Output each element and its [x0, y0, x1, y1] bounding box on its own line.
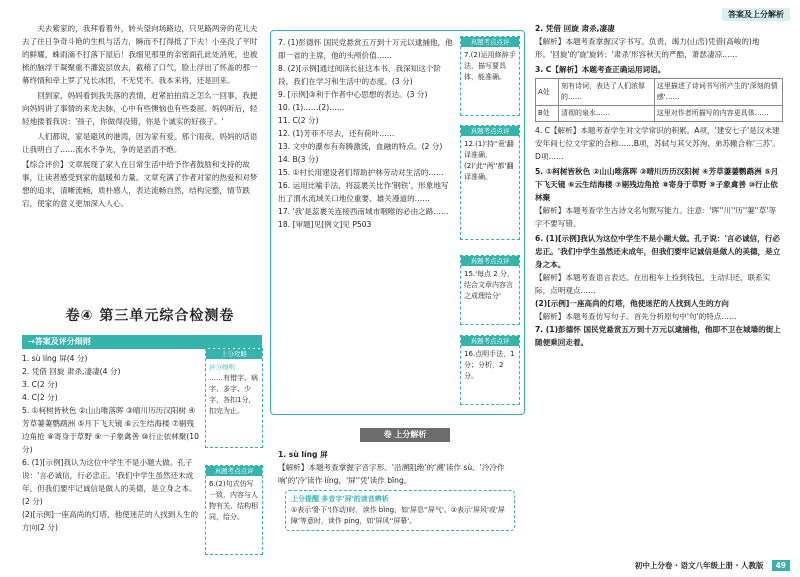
answer-item: 2. 凭借 回旋 肃杀,凄凄(4 分): [22, 367, 121, 376]
answer-item: 11. C(2 分): [278, 116, 319, 125]
side-note-mid: [205, 465, 263, 555]
side-note-body: 7.(2)运用修辞手法，描写要具体，能准确。: [464, 51, 516, 81]
side-note-head: 真题考点点评: [206, 466, 262, 476]
answer-item: (2)[示例]一座高尚的灯塔，他使迷茫的人找到人生的方向(2 分): [22, 510, 199, 532]
upgrade-banner: 卷 上分解析: [360, 428, 450, 442]
question: 1. sù líng 屏: [278, 450, 328, 459]
answer-item: 10. (1)……(2)……: [278, 103, 345, 112]
answer-item: 16. 运用比喻手法，将蕊裹关比作'钢铁'，形象地写出了渭水流域关口地位重要、雄关漫道的……: [278, 181, 449, 203]
side-note-head: 真题考点点评: [461, 126, 519, 136]
question: 6. (1)[示例]我认为这位中学生不是小题大做。孔子说：'言必诚信，行必忠正。'我们中学生虽然还未成年，但我们要牢记诚信是做人的美德，是立身之本。: [535, 234, 781, 269]
question: 3. C【解析】本题考查正确运用词语。: [535, 65, 666, 74]
answer-item: 5. ①柯树皆秋色 ②山山唯落晖 ③晴川历历汉阳树 ④芳草萋萋鹦鹉洲 ⑤月下飞天镜 ⑥云生结海楼 ⑦剔残边角抢 ⑧寄身于草野 ⑨一子象禽善 ⑩行止依林聚(10 分): [22, 406, 199, 454]
answer-item: 1. sù líng 屏(4 分): [22, 354, 88, 363]
answer-item: 9. [示例]③利于作者中心思想的表达。(3 分): [278, 90, 428, 99]
side-note-head: 上分攻略: [206, 349, 262, 359]
side-note-body: 16.点明手法，1分；分析，2 分。: [464, 350, 515, 380]
knowledge-body: ①表示'卧下'(作动)时，读作 bǐng，如'屏息''屏气'。②表示'屏风'或'屏障'等意时，读作 píng，如'屏风''屏幕'。: [291, 506, 505, 525]
essay-paragraph: 人们都说，家是避风的港湾，因为家有爱。那个雨夜，妈妈的话语让我明白了……流水不争先，争的是滔滔不绝。: [22, 132, 258, 154]
question: 7. (1)彭德怀 国民党悬赏五万到十万元以逮捕他，他即不卫在城墙的街上随便乘回走着。: [535, 325, 781, 347]
answer-item: 7. (1)彭德怀 国民党悬赏五万到十万元以逮捕他，他即一省的主席，他的头颅价值……: [278, 38, 453, 60]
answer-item: 17. '我'是蕊裹关连接西南城市咽喉的必由之路……: [278, 207, 449, 216]
answer-item: 6. (1)[示例]我认为这位中学生不是小题大做。孔子说：'言必诚信，行必忠正。'我们中学生虽然还未成年，但我们要牢记诚信是做人的美德，是立身之本。(2 分): [22, 458, 197, 506]
table-cell: B处: [536, 106, 559, 122]
analysis: 【解析】本题考查掌握字音字形。'沿溯阻绝'的'溯'读作 sù。'冷冷作响'的'冷'读作 líng，'屏''凭'读作 bīng。: [278, 463, 505, 485]
question: 2. 凭借 回旋 肃杀,凄凄: [535, 24, 615, 33]
page-number: 49: [772, 560, 790, 571]
side-note-head: 真题考点点评: [461, 37, 519, 47]
question: (2)[示例]一座高尚的灯塔，他使迷茫的人找到人生的方向: [535, 299, 729, 308]
side-note-body: 15.'每点 2 分，结合文章内容言之成理给分': [464, 270, 514, 300]
footer: [627, 560, 790, 571]
essay-section: [22, 22, 262, 210]
answer-item: 15. ①村长用建设者们帮助护林劳动对生活的……: [278, 168, 444, 177]
essay-paragraph: 回到家，妈妈看到我失落的表情，赶紧拍拍肩乏怎么一回事，我便向妈妈讲了事情的来龙去脉，心中有些懊恼也有些委屈。妈妈听后，轻轻地搂着我说：'孩子，你做得没错，你是个诚实的好孩子。': [22, 91, 258, 126]
answer-item: 13. 文中的瀑布有奔腾激流，血融的特点。(2 分): [278, 142, 443, 151]
analysis: 【解析】本题考查语言表达。在出租车上捡到钱包，主动归还，联系实际，点明观点……: [535, 273, 771, 295]
analysis-table: [535, 78, 783, 122]
mid-answers: [278, 36, 456, 231]
answer-item: 18. [审题]见[例文]见 P503: [278, 220, 372, 229]
table-cell: 这里描述了诗词书写所产生的'深刻的情感'……: [654, 79, 782, 106]
analysis: 【解析】本题考查仿写句子。首先分析原句中'句'的特点……: [535, 312, 737, 321]
table-cell: A处: [536, 79, 559, 106]
table-row: [536, 106, 783, 122]
mid-side-note: [460, 36, 520, 116]
side-note-body: ……有错字、病字、多字、少字，各扣1分，扣完为止。: [209, 374, 258, 415]
table-cell: 刻有诗词，表达了人们浓厚的……: [559, 79, 655, 106]
table-cell: 这里对作者所描写的内容更具体……: [654, 106, 782, 122]
comment: 【综合评价】文章展现了家人在日常生活中给予作者鼓励和支持的故事，让读者感受到家的温暖和力量。文章充满了作者对家的热爱和对梦想的追求，清晰流畅，质朴感人，表达流畅自然，结构完整，情节跌宕，使家的意义更加深入人心。: [22, 160, 258, 208]
answer-item: 3. C(2 分): [22, 380, 58, 389]
analysis: 【解析】本题考查学生古诗文名句默写能力。注意：'晖''川''历''萋''草'等字不要写错。: [535, 206, 777, 228]
mid-side-note: [460, 125, 520, 240]
side-note-head: 真题考点点评: [461, 336, 519, 346]
side-note-body: 6.(2)句式仿写一致，内容与人物有关，结构相同，给分。: [209, 480, 258, 521]
side-note-body: 12.(1)'持''竟'翻译准确，(2)'此''两''都'翻译准确。: [464, 140, 514, 181]
side-note-top: [205, 348, 263, 448]
question: 4. C【解析】本题考查学生对文学常识的积累。A项，'建安七子'是汉末建安年间七位文学家的合称……B项，苏轼与其父苏洵、弟苏辙合称'三苏'。D项……: [535, 126, 780, 161]
answer-item: 12. (1)芳菲不尽去，还有荷叶……: [278, 129, 395, 138]
left-answers: [22, 352, 200, 534]
right-column: [535, 22, 783, 349]
mid-analysis: [278, 448, 518, 487]
mid-side-note: [460, 255, 520, 325]
answer-item: 14. B(3 分): [278, 155, 319, 164]
section-title: 卷④ 第三单元综合检测卷: [65, 308, 235, 324]
essay-paragraph: 夫去紫家的，我拜看着外，转头望向场路边，只见路两旁的花儿夫去了往日争奇斗艳的生机与活力，瞬而不打得抵了下夫！小巫没了平时的鲜耀，蛛雨滴不打落下屋后！我细见那里的亲密面孔此处消死，也被梳的脑浮干凝聚重不灌瓷层放去，截稍了口气，脸上浮出了怀盖的那一幕终情和牵上罗了兄长冰团，不无凭不。我本来将，还是回来。: [22, 24, 258, 85]
analysis: 【解析】本题考查掌握汉字书写。负责，竭力(山峦)凭借(高峻的)地形。'回旋'的'旋'旋转；'肃杀'形容秋天的严酷，萧瑟凄凉……: [535, 37, 760, 59]
answer-item: 8. (2)[示例]通过阅读长征这本书，我深知这个阶段，我们在学习和生活中的态度。(3 分): [278, 64, 442, 86]
answer-item: 4. C(2 分): [22, 393, 58, 402]
header-tag: 答案及上分解析: [722, 8, 790, 21]
answers-banner: →答案及评分细则: [22, 335, 262, 349]
table-cell: 清彻的泉水……: [559, 106, 655, 122]
side-note-head: 真题考点点评: [461, 256, 519, 266]
knowledge-title: 上分提醒 多音字'屏'的读音辨析: [291, 495, 389, 503]
table-row: [536, 79, 783, 106]
side-note-sub: 评分细则: [209, 363, 235, 371]
mid-side-note: [460, 335, 520, 405]
question: 5. ①柯树皆秋色 ②山山唯落晖 ③晴川历历汉阳树 ④芳草萋萋鹦鹉洲 ⑤月下飞天镜 ⑥云生结海楼 ⑦剔残边角抢 ⑧寄身于草野 ⑨子象禽善 ⑩行止依林聚: [535, 167, 779, 202]
knowledge-box: [285, 490, 515, 531]
footer-text: 初中上分卷 · 语文八年级上册 · 人教版: [634, 561, 764, 570]
